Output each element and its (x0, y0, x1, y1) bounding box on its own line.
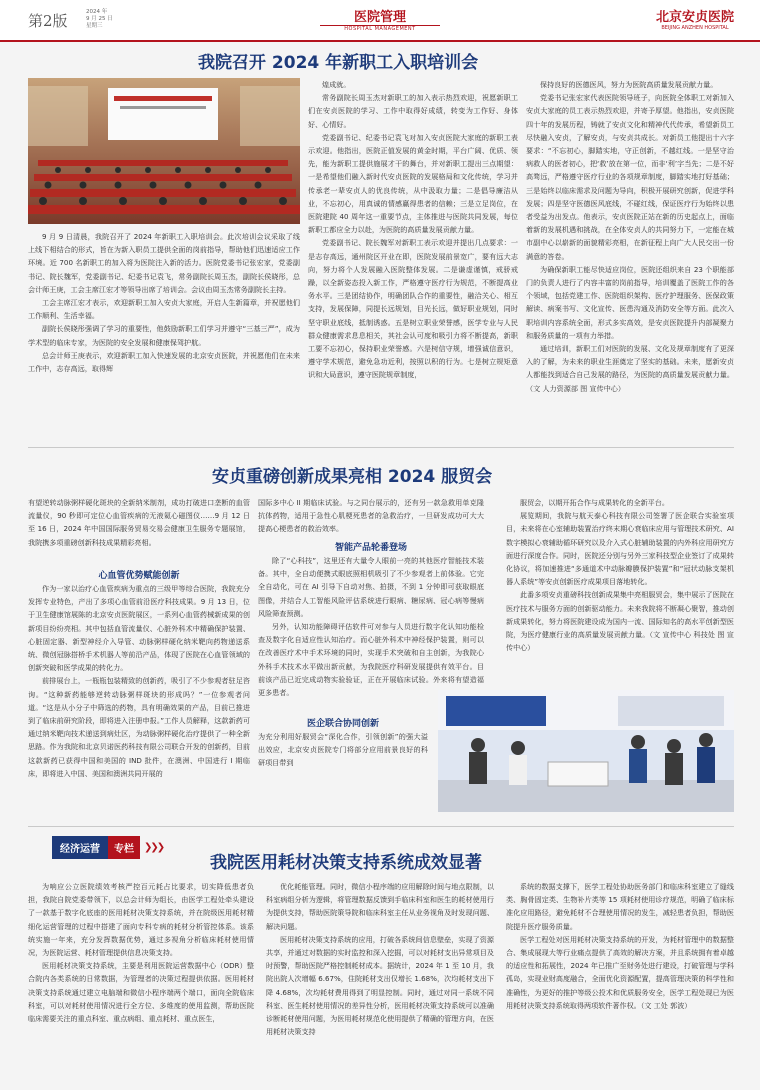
article2-subhead-1: 心血管优势赋能创新 (98, 571, 180, 581)
column-badge (52, 836, 163, 858)
article2-subhead-3: 医企联合协同创新 (306, 719, 379, 729)
article2-intro: 有望逆转动脉粥样硬化斑块的全新纳米制剂，成功打破进口垄断的血管流量仪，90 秒即可定位心血管疾病的无液氦心磁图仪……9 月 12 日至 16 日，2024 年中国国际服务贸易交易会健康卫生服务专题展馆，我院携多项重磅创新科技成果精彩亮相。 (28, 498, 250, 547)
article1-title: 我院召开 2024 年新职工入职培训会 (198, 53, 479, 73)
article2-subhead-2: 智能产品轮番登场 (334, 543, 407, 553)
badge-column: 专栏 (108, 836, 140, 859)
hospital-logo: 北京安贞医院 BEIJING ANZHEN HOSPITAL (655, 10, 734, 31)
masthead (0, 0, 760, 42)
article1-column-3: 保持良好的医德医风，努力为医院高质量发展贡献力量。 党委书记张宏家代表医院领导班子，向医院全体职工对新加入安贞大家庭的员工表示热烈欢迎，并寄予厚望。他指出，安贞医院四十年的发展历程，铸就了安贞文化和精神代代传承，希望新员工尽快融入安贞，了解安贞，与安贞共成长。对新员工他提出十六字要求：“不忘初心，脚踏实地，守正创新，不越红线。一是坚守治病救人的医者初心，把‘救’放在第一位，而非‘利’字当先；二是不好高骛远，严格遵守医疗行业的各项规章制度，脚踏实地打好基础；三是始终以临床需求及问题为导向，积极开展研究创新，促进学科发展；四是坚守医德医风底线，不碰红线，保证医疗行为始终以患者受益为出发点。他表示，安贞医院正站在新的历史起点上，面临着新的发展机遇和挑战，在全体安贞人的共同努力下，一定能在城市副中心以崭新的面貌精彩亮相，在新征程上向广大人民交出一份满意的答卷。 为确保新职工能尽快适应岗位，医院还组织来自 23 个职能部门的负责人进行了内容丰富的岗前指导，培训覆盖了医院工作的各个领域，包括党建工作、医院组织架构、医疗护理服务、医保政策解读、病案书写、文化宣传、医患沟通及消防安全等方面。此次入职培训内容系统全面，形式多实高效，是安贞医院提升内部凝聚力和服务质量的一项有力举措。 通过培训，新职工们对医院的发展、文化及规章制度有了更深入的了解，为未来的职业生涯奠定了坚实的基础。未来，愿新安贞人都能找到适合自己发展的路径，为医院的高质量发展贡献力量。（文 人力资源部 图 宣传中心） (526, 80, 734, 393)
article3-column-1: 为响应公立医院绩效考核严控百元耗占比要求，切实降低患者负担，我院自院党委带领下，以总会计师为组长，由医学工程处牵头建设了一款基于数字化底座的医用耗材决策支持系统，并在院级医用耗材精细化运营管理的过程中搭建了面向专科专病的耗材分析管控体系。该系统实施一年来，充分发挥数据优势，通过多视角分析临床耗材使用情况，为医院运营、耗材管理提供信息决策支持。 医用耗材决策支持系统，主要是利用医院运营数据中心（ODR）整合院内各类系统的日常数据，为管理者的决策过程提供依据。医用耗材决策支持系统通过建立电脑端和微信小程序端两个端口，面向全院临床科室，可以对耗材使用情况进行全方位、多维度的使用监测，帮助医院临床需要关注的重点科室、重点病组、重点耗材、重点医生， (28, 882, 254, 1024)
article1-photo-training-hall (28, 78, 300, 224)
article3-column-3: 系统的数据支撑下，医学工程处协助医务部门和临床科室建立了缝线类、胸骨固定类、生物补片类等 15 项耗材使用诊疗规范，明确了临床标准化应用路径，避免耗材不合理使用情况的发生，减轻患者负担，帮助医院提升医疗服务质量。 医学工程处对医用耗材决策支持系统的开发，为耗材管理中的数据整合、集成展现大等行业痛点提供了高效的解决方案，并且系统拥有着卓越的适应性和拓展性，2024 年已推广至财务处进行建设，打破管理与学科孤岛，实现业财高度融合，全面优化资源配置，提高管理决策的科学性和准确性，为更好的推护等级公投术和优质服务安全，医学工程处现已为医用耗材决策支持系统取得两项软件著作权。（文 工处 郭波） (506, 882, 734, 1010)
issue-date: 2024 年 9 月 25 日 星期三 (86, 9, 113, 29)
article2-title: 安贞重磅创新成果亮相 2024 服贸会 (212, 467, 493, 487)
section-divider (28, 447, 734, 448)
article2-column-2: 除了“心科技”，这里还有大量令人眼前一亮的其他医疗智能技术装备。其中，全自动便携式眼底照相机吸引了不少参观者上前体验。它完全自动化，可在 AI 引导下自动对焦、拍摄，不到 1 分钟即可获取眼底图像，并结合人工智能风险评估系统进行眼病、糖尿病、冠心病等慢病风险筛查预测。 另外，认知功能障碍评估软件可对参与人员进行数字化认知功能检查及数字化自适应性认知治疗。而心脏外科术中神经保护装置，则可以在改善医疗术中手术环境的同时，实现手术突破和自主创新，为我院心外科手术技术水平做出新贡献，为我院医疗科研发展提供有效平台。目前该产品已近完成动物实验验证，正在开展临床试验。外来将有望造福更多患者。 (258, 556, 484, 698)
article2-column-3: 服贸会，以期开拓合作与成果转化的全新平台。 展览期间，我院与航天泰心科技有限公司签署了医企联合实验室项目，未来将在心室辅助装置治疗终末期心衰临床应用与管理技术研究、AI 数字模拟心衰辅助循环研究以及介入式心脏辅助装置的内外科应用研究方面进行深度合作。同时，医院还分别与另外三家科技型企业签订了成果转化协议，将加速推进“多通道术中动脉瓣膜保护装置”和“冠状动脉支架机器人系统”等安贞创新医疗成果项目落地转化。 此番多项安贞重磅科技创新成果集中亮相服贸会，集中展示了医院在医疗技术与服务方面的创新驱动能力。未来我院将不断凝心聚智，推动创新成果转化，努力将医院建设成为国内一流、国际知名的高水平创新型医院，为医疗健康行业的高质量发展贡献力量。（文 宣传中心 科技处 图 宣传中心） (506, 498, 734, 653)
edition-label: 第2版 (28, 12, 68, 30)
section-title: 医院管理 (320, 6, 440, 26)
section-subtitle: HOSPITAL MANAGEMENT (344, 26, 416, 32)
badge-economy: 经济运营 (52, 836, 108, 859)
article3-title: 我院医用耗材决策支持系统成效显著 (210, 853, 482, 873)
article2-column-2-end: 为充分利用好服贸会“深化合作，引领创新”的强大溢出效应，北京安贞医院专门将部分应用前景良好的科研项目带到 (258, 732, 428, 768)
article2-column-2-intro: 国际多中心 II 期临床试验。与之同台展示的，还有另一款急救用单克隆抗体药物，适用于急性心肌梗死患者的急救治疗，一旦研发成功可大大提高心梗患者的救治效率。 (258, 498, 484, 534)
section-divider-2 (28, 826, 734, 827)
article2-column-1: 作为一家以治疗心血管疾病为重点的三级甲等综合医院，我院充分发挥专业特色，产出了多项心血管前沿医疗科技成果。9 月 13 日，位于卫生健康馆展陈的北京安贞医院展区，一系列心血管药械新成果的创新项目纷纷亮相。其中包括血管流量仪、心脏外科术中精确保护装置、心脏固定器、新型神经介入导管、动脉粥样硬化纳米靶向药物递送系统、微创冠脉搭桥手术机器人等前沿产品，体现了医院在心血管领域的创新突破和医学成果的转化力。 前排展台上，一瓶瓶包装精致的创新药，吸引了不少参观者驻足咨询。“这种新药能够逆转动脉粥样斑块的形成吗？”一位参观者问道。“这是从小分子中筛选的药物，具有明确效果的产品，目前已推进到了临床前研究阶段，即将进入注册申报。”工作人员解释，这款新药可通过纳米靶向技术递送到病灶区，为动脉粥样硬化治疗提供了一种全新思路。作为我院和北京贝诺医药科技有限公司联合开发的创新药，目前这款新药已获得中国和美国的 IND 批件，在澳洲、中国进行 I 期临床，即将进入中国、美国和澳洲共同开展的 (28, 584, 250, 778)
article2-photo-expo-booth (438, 690, 734, 812)
article3-column-2: 优化耗能管理。同时，微信小程序端的应用解除时间与地点限制，以科室病组分析为逻辑，将管理数据反馈到手临床科室和医生的耗材使用行为提供支持，帮助医院策导院和临床科室主任从业务视角及时发现问题、解决问题。 医用耗材决策支持系统的应用，打破各系统间信息壁垒，实现了资源共享，并通过对数据的实时监控和深入挖掘，可以对耗材支出异常项目及时预警，帮助医院严格控制耗材成本。据统计，2024 年 1 至 10 月，我院出院人次增幅 6.67%，住院耗材支出仅增长 1.68%，次均耗材支出下降 4.68%，次均耗材费用得到了明显控制。同时，通过对同一系统不同科室、医生耗材使用情况的差异性分析，医用耗材决策支持系统可以准确诊断耗材使用问题，为医用耗材规范化使用提供了精确的管理方向，在医用耗材决策支持 (266, 882, 494, 1037)
chevron-right-icon: ❯❯❯ (144, 841, 164, 853)
article1-column-1: 9 月 9 日清晨，我院召开了 2024 年新职工入职培训会。此次培训会议采取了线上线下相结合的形式，旨在为新入职员工提供全面的岗前指导，帮助他们迅速适应工作环境。近 700 名新职工的加入将为医院注入新的活力。医院党委书记张宏家，党委副书记、院长魏军，党委副书记、纪委书记袁飞，常务副院长周玉杰，副院长侯晓彤，总会计师王庚，工会主席江宏才等领导出席了培训会。会议由周玉杰常务副院长主持。 工会主席江宏才表示，欢迎新职工加入安贞大家庭，开启人生新篇章，并祝愿他们工作顺利、生活幸福。 副院长侯晓彤强调了学习的重要性，他鼓励新职工们学习并遵守“三基三严”，成为学术型的临床专家，为医院的安全发展和健康保驾护航。 总会计师王庚表示，欢迎新职工加入快速发展的北京安贞医院，并祝愿他们在未来工作中，志存高远，取得辉 (28, 232, 300, 374)
article1-column-2: 煌成就。 常务副院长周玉杰对新职工的加入表示热烈欢迎，祝愿新职工们在安贞医院的学习、工作中取得好成绩，转变为工作好、身体好、心情好。 党委副书记、纪委书记袁飞对加入安贞医院大家庭的新职工表示欢迎。他指出，医院正值发展的黄金时期，平台广阔、优质、领先，能为新职工提供施展才干的舞台，并对新职工提出三点期望：一是希望他们融入新时代安贞医院的发展格局和文化传统，学习并传承老一辈安贞人的优良传统，从中汲取力量；二是倡导廉洁从业，不忘初心，用真诚的情感赢得患者的信赖；三是立足岗位，在医院建院 40 周年这一重要节点，主体推进与医院共同发展，每位新职工都应全力以赴，为医院的高质量发展贡献力量。 党委副书记、院长魏军对新职工表示欢迎并提出几点要求：一是志存高远，通州院区开业在即，医院发展前景宽广，要有远大志向，努力将个人发展融入医院整体发展。二是谦虚谨慎，戒骄戒躁，以全新姿态投入新工作，严格遵守医疗行为规范，不断提高业务水平。三是团结协作，明确团队合作的重要性，融洽关心、相互支持，发展保障，同提长远规划，目光长远，做好职业规划，同时坚守职业底线，抵制诱惑。五是树立职业荣誉感，医学专业与人民群众健康需求息息相关，其社会认可度和吸引力将不断提高，新职工要不忘初心，保持职业荣誉感。六是树信守规，增强诚信意识，遵守学术规范，避免急功近利，按照以积的行为。七是树立规矩意识和大局意识，遵守医院规章制度， (308, 80, 518, 380)
section-header (320, 6, 440, 32)
